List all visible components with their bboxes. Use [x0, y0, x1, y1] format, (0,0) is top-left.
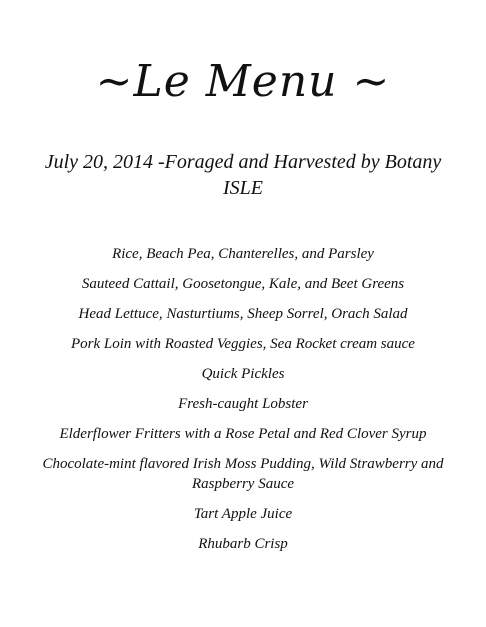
menu-item: Elderflower Fritters with a Rose Petal and Red Clover Syrup: [59, 426, 427, 442]
menu-item: Rice, Beach Pea, Chanterelles, and Parsley: [112, 246, 374, 262]
menu-item: Quick Pickles: [201, 366, 285, 382]
menu-item: Pork Loin with Roasted Veggies, Sea Rocket cream sauce: [71, 336, 415, 352]
menu-item: Chocolate-mint flavored Irish Moss Pudding, Wild Strawberry and Raspberry Sauce: [42, 456, 444, 492]
date-heading: July 20, 2014 -Foraged and Harvested by Botany ISLE: [44, 151, 442, 199]
menu-item: Fresh-caught Lobster: [178, 396, 308, 412]
menu-item: Sauteed Cattail, Goosetongue, Kale, and Beet Greens: [81, 276, 405, 292]
menu-item: Rhubarb Crisp: [198, 536, 288, 552]
menu-title: ~Le Menu ~: [95, 56, 391, 107]
menu-item: Tart Apple Juice: [193, 506, 293, 522]
menu-item: Head Lettuce, Nasturtiums, Sheep Sorrel, Orach Salad: [78, 306, 408, 322]
menu-list: [20, 244, 466, 564]
